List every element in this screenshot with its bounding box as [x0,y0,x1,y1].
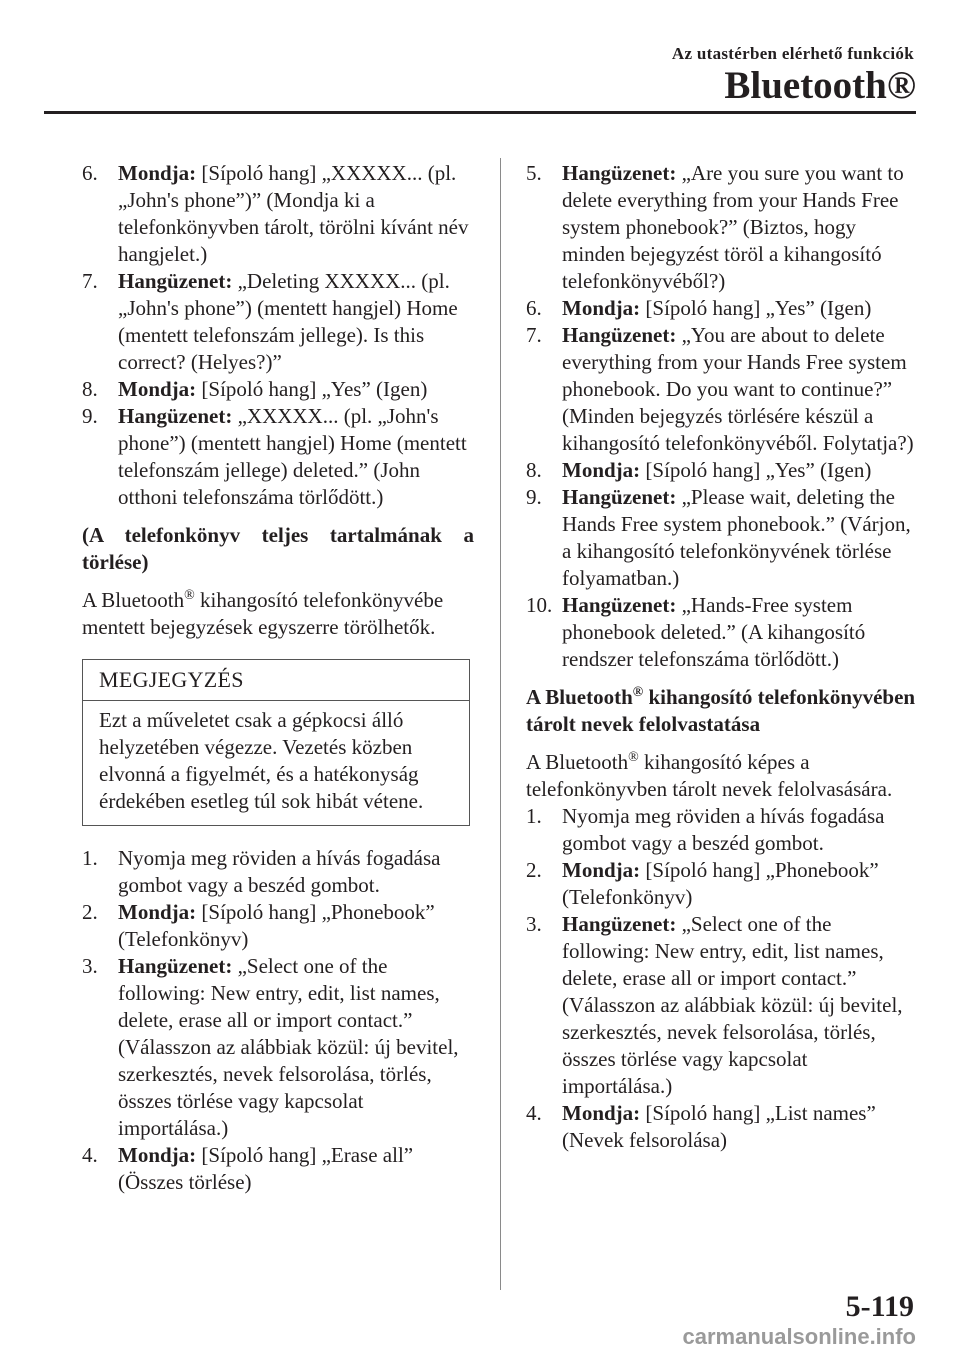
step-item: 8. Mondja: [Sípoló hang] „Yes” (Igen) [82,377,428,401]
step-item: 2. Mondja: [Sípoló hang] „Phonebook” (Telefonkönyv) [526,858,879,909]
section-paragraph: A Bluetooth® kihangosító képes a telefonkönyvben tárolt nevek felolvasására. [526,750,893,801]
section-heading: (A telefonkönyv teljes tartalmának a törlése) [82,523,474,574]
section-heading: A Bluetooth® kihangosító telefonkönyvében tárolt nevek felolvastatása [526,685,916,736]
left-column [82,160,474,1196]
page-number: 5-119 [845,1290,914,1323]
watermark: carmanualsonline.info [682,1324,916,1349]
note-box [82,659,470,826]
step-item: 3. Hangüzenet: „Select one of the following: New entry, edit, list names, delete, erase all or import contact.” (Válasszon az alábbiak közül: új bevitel, szerkesztés, nevek felsorolása, törlés, összes törlése vagy kapcsolat importálása.) [82,954,459,1140]
header-rule [44,111,916,114]
header-title: Bluetooth® [724,64,916,107]
step-item: 5. Hangüzenet: „Are you sure you want to delete everything from your Hands Free system phonebook?” (Biztos, hogy minden bejegyzést töröl a kihangosító telefonkönyvéből?) [526,161,904,293]
step-item: 6. Mondja: [Sípoló hang] „XXXXX... (pl. „John's phone”)” (Mondja ki a telefonkönyvben tárolt, törölni kívánt név hangjelet.) [82,161,469,266]
step-item: 7. Hangüzenet: „You are about to delete everything from your Hands Free system phonebook. Do you want to continue?” (Minden bejegyzés törlésére készül a kihangosító telefonkönyvéből. Folytatja?) [526,323,914,455]
section-paragraph: A Bluetooth® kihangosító telefonkönyvébe mentett bejegyzések egyszerre törölhetők. [82,588,444,639]
step-item: 4. Mondja: [Sípoló hang] „Erase all” (Összes törlése) [82,1143,414,1194]
column-divider [500,158,501,1290]
note-title: MEGJEGYZÉS [83,660,469,701]
step-item: 10. Hangüzenet: „Hands-Free system phonebook deleted.” (A kihangosító rendszer telefonszáma törlődött.) [526,593,866,671]
step-item: 1. Nyomja meg röviden a hívás fogadása gombot vagy a beszéd gombot. [526,804,885,855]
step-item: 7. Hangüzenet: „Deleting XXXXX... (pl. „John's phone”) (mentett hangjel) Home (mentett telefonszám jellege). Is this correct? (Helyes?)” [82,269,458,374]
steps-list [526,803,921,1154]
steps-list [82,845,474,1196]
step-item: 6. Mondja: [Sípoló hang] „Yes” (Igen) [526,296,872,320]
step-item: 3. Hangüzenet: „Select one of the following: New entry, edit, list names, delete, erase all or import contact.” (Válasszon az alábbiak közül: új bevitel, szerkesztés, nevek felsorolása, törlés, összes törlése vagy kapcsolat importálása.) [526,912,903,1098]
right-column [526,160,921,1154]
step-item: 9. Hangüzenet: „Please wait, deleting the Hands Free system phonebook.” (Várjon, a kihangosító telefonkönyvének törlése folyamatban.) [526,485,911,590]
step-item: 1. Nyomja meg röviden a hívás fogadása gombot vagy a beszéd gombot. [82,846,441,897]
note-text: Ezt a műveletet csak a gépkocsi álló helyzetében végezze. Vezetés közben elvonná a figyelmét, és a hatékonyság érdekében esetleg túl sok hibát vétene. [99,708,424,813]
step-item: 4. Mondja: [Sípoló hang] „List names” (Nevek felsorolása) [526,1101,876,1152]
header-subtitle: Az utastérben elérhető funkciók [671,44,914,63]
steps-list [82,160,474,511]
step-item: 2. Mondja: [Sípoló hang] „Phonebook” (Telefonkönyv) [82,900,435,951]
steps-list [526,160,921,673]
step-item: 8. Mondja: [Sípoló hang] „Yes” (Igen) [526,458,872,482]
step-item: 9. Hangüzenet: „XXXXX... (pl. „John's phone”) (mentett hangjel) Home (mentett telefonszám jellege) deleted.” (John otthoni telefonszáma törlődött.) [82,404,467,509]
